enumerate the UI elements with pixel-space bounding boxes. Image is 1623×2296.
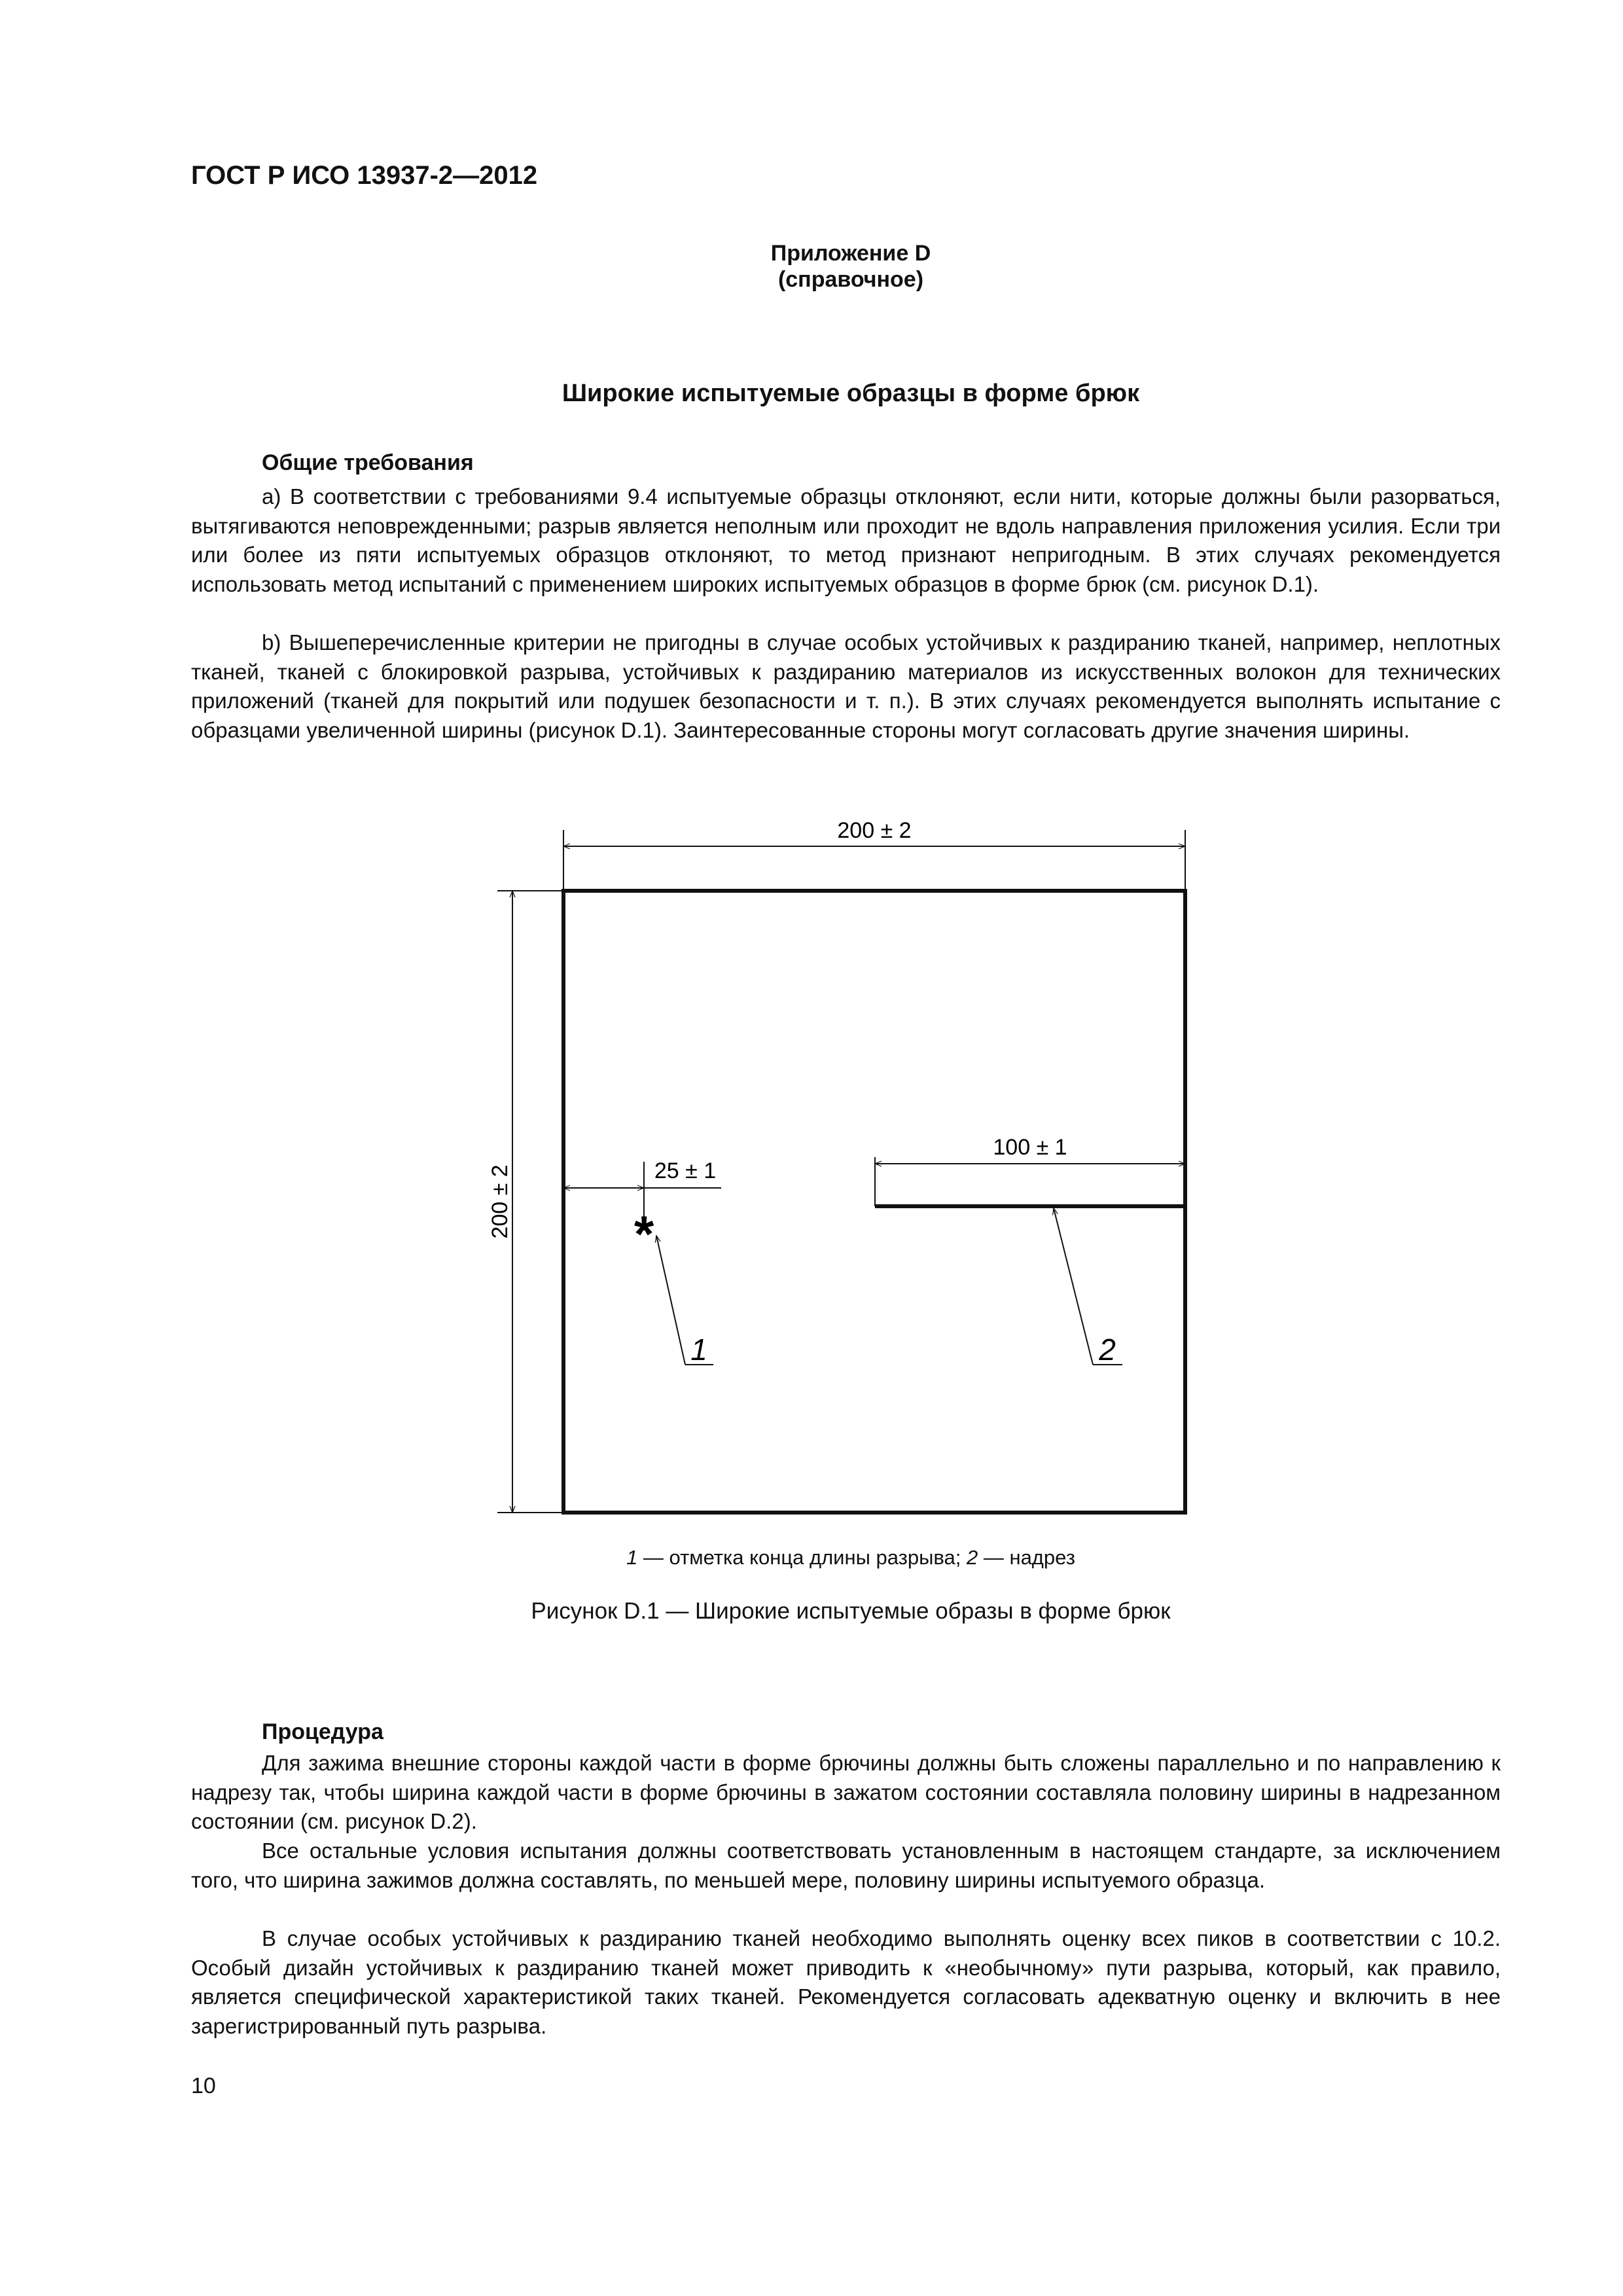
annex-title: Приложение D <box>770 241 931 266</box>
page-number: 10 <box>191 2073 216 2098</box>
standard-id: ГОСТ Р ИСО 13937-2—2012 <box>191 161 538 190</box>
figure-caption: Рисунок D.1 — Широкие испытуемые образы в форме брюк <box>531 1598 1171 1624</box>
callout-1-leader <box>656 1236 685 1365</box>
annex-heading: Широкие испытуемые образцы в форме брюк <box>562 380 1140 407</box>
general-paragraph-a: a) В соответствии с требованиями 9.4 испытуемые образцы отклоняют, если нити, которые должны были разорваться, вытягиваются неповрежденными; разрыв является неполным или проходит не вдоль направления приложения усилия. Если три или более из пяти испытуемых образцов отклоняют, то метод признают непригодным. В этих случаях рекомендуется использовать метод испытаний с применением широких испытуемых образцов в форме брюк (см. рисунок D.1). <box>191 484 1501 596</box>
height-dimension-label: 200 ± 2 <box>488 1164 512 1239</box>
callout-2-label: 2 <box>1099 1333 1116 1367</box>
mark-dimension-label: 25 ± 1 <box>654 1158 717 1183</box>
procedure-paragraph-1: Для зажима внешние стороны каждой части в форме брючины должны быть сложены параллельно и по направлению к надрезу так, чтобы ширина каждой части в форме брючины в зажатом состоянии составляла половину ширины в надрезанном состоянии (см. рисунок D.2). <box>191 1751 1501 1833</box>
callout-1-label: 1 <box>690 1333 707 1367</box>
general-paragraph-b: b) Вышеперечисленные критерии не пригодны в случае особых устойчивых к раздиранию тканей, например, неплотных тканей, тканей с блокировкой разрыва, устойчивых к раздиранию материалов из искусственных волокон для технических приложений (тканей для покрытий или подушек безопасности и т. п.). В этих случаях рекомендуется выполнять испытание с образцами увеличенной ширины (рисунок D.1). Заинтересованные стороны могут согласовать другие значения ширины. <box>191 630 1501 742</box>
legend-num-2: 2 <box>966 1546 978 1569</box>
legend-num-1: 1 <box>626 1546 638 1569</box>
width-dimension-label: 200 ± 2 <box>837 818 912 843</box>
tear-end-mark: * <box>633 1205 654 1263</box>
general-requirements-heading: Общие требования <box>262 450 474 475</box>
procedure-paragraph-3: В случае особых устойчивых к раздиранию тканей необходимо выполнять оценку всех пиков в соответствии с 10.2. Особый дизайн устойчивых к раздиранию тканей может приводить к «необычному» пути разрыва, который, как правило, является специфической характеристикой таких тканей. Рекомендуется согласовать адекватную оценку и включить в нее зарегистрированный путь разрыва. <box>191 1926 1501 2038</box>
callout-2-leader <box>1054 1208 1093 1365</box>
figure-legend <box>458 1546 1243 1570</box>
procedure-heading: Процедура <box>262 1719 383 1744</box>
cut-dimension-label: 100 ± 1 <box>993 1135 1067 1160</box>
annex-subtitle: (справочное) <box>777 267 924 292</box>
legend-text-1: — отметка конца длины разрыва; <box>637 1546 967 1569</box>
procedure-paragraph-2: Все остальные условия испытания должны соответствовать установленным в настоящем стандарте, за исключением того, что ширина зажимов должна составлять, по меньшей мере, половину ширины испытуемого образца. <box>191 1839 1501 1892</box>
legend-text-2: — надрез <box>978 1546 1075 1569</box>
